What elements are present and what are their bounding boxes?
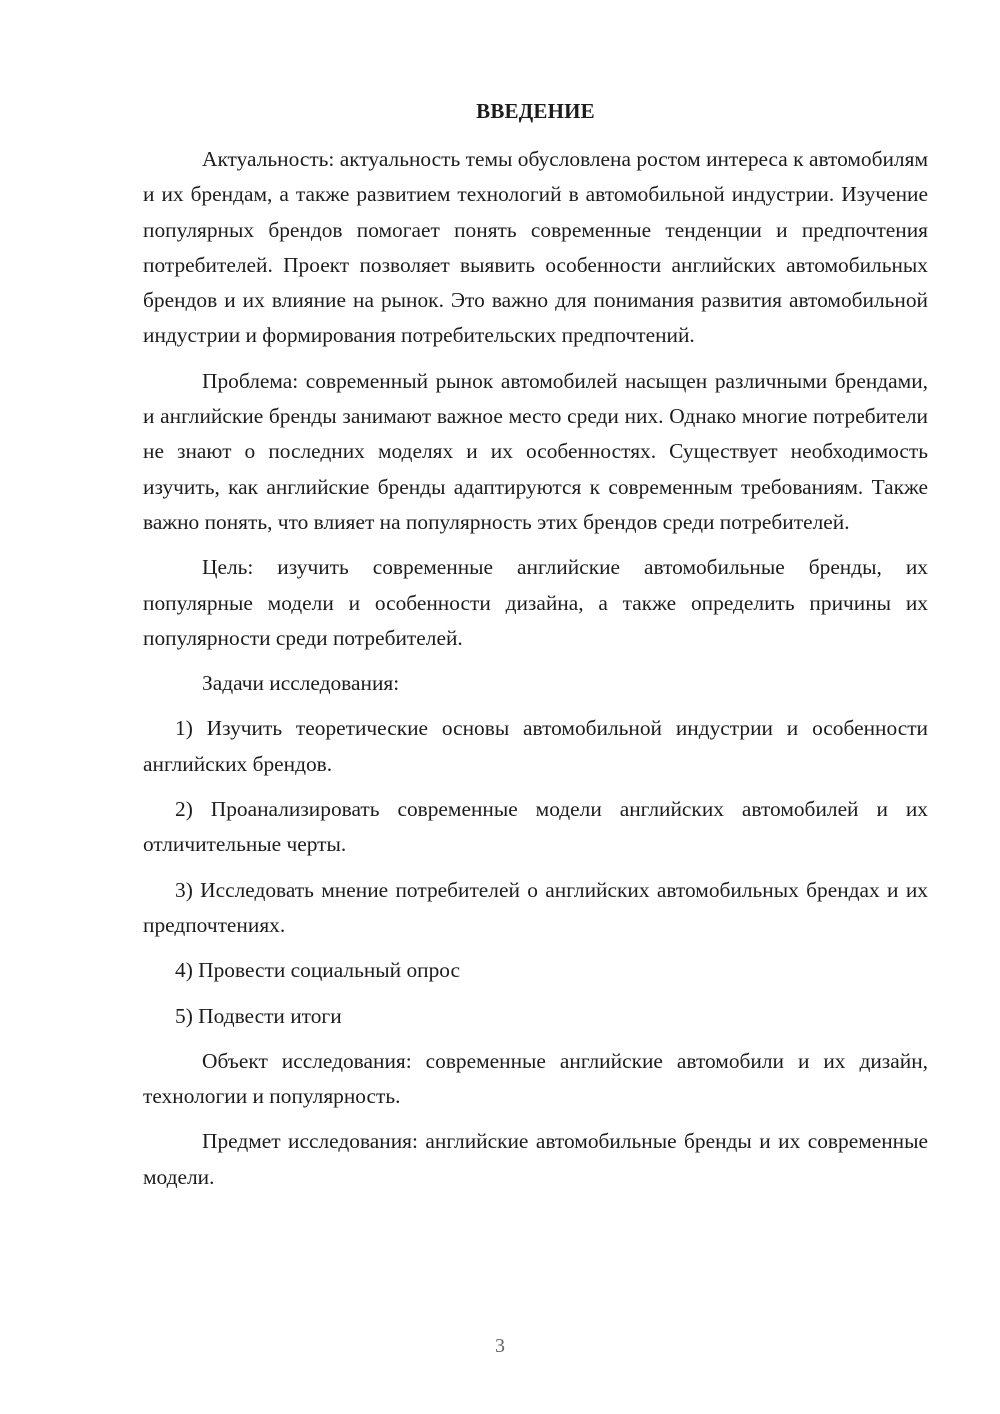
page-title: ВВЕДЕНИЕ: [476, 99, 595, 123]
paragraph-relevance: Актуальность: актуальность темы обусловлена ростом интереса к автомобилям и их брендам, а также развитием технологий в автомобильной индустрии. Изучение популярных брендов помогает понять современные тенденции и предпочтения потребителей. Проект позволяет выявить особенности английских автомобильных брендов и их влияние на рынок. Это важно для понимания развития автомобильной индустрии и формирования потребительских предпочтений.: [143, 147, 928, 348]
task-item-4: 4) Провести социальный опрос: [175, 958, 461, 983]
paragraph-object: Объект исследования: современные английские автомобили и их дизайн, технологии и популярность.: [143, 1048, 928, 1109]
paragraph-problem: Проблема: современный рынок автомобилей насыщен различными брендами, и английские бренды занимают важное место среди них. Однако многие потребители не знают о последних моделях и их особенностях. Существует необходимость изучить, как английские бренды адаптируются к современным требованиям. Также важно понять, что влияет на популярность этих брендов среди потребителей.: [143, 368, 928, 534]
page-number: 3: [495, 1335, 505, 1357]
paragraph-goal: Цель: изучить современные английские автомобильные бренды, их популярные модели и особенности дизайна, а также определить причины их популярности среди потребителей.: [143, 555, 928, 650]
paragraph-subject: Предмет исследования: английские автомобильные бренды и их современные модели.: [143, 1129, 928, 1189]
document-body: [143, 142, 928, 1195]
task-item-5: 5) Подвести итоги: [175, 1003, 342, 1028]
paragraph-tasks-heading: Задачи исследования:: [202, 671, 400, 696]
task-item-3: 3) Исследовать мнение потребителей о английских автомобильных брендах и их предпочтениях.: [143, 877, 928, 937]
task-item-1: 1) Изучить теоретические основы автомобильной индустрии и особенности английских брендов.: [143, 716, 928, 776]
task-item-2: 2) Проанализировать современные модели английских автомобилей и их отличительные черты.: [143, 797, 928, 857]
